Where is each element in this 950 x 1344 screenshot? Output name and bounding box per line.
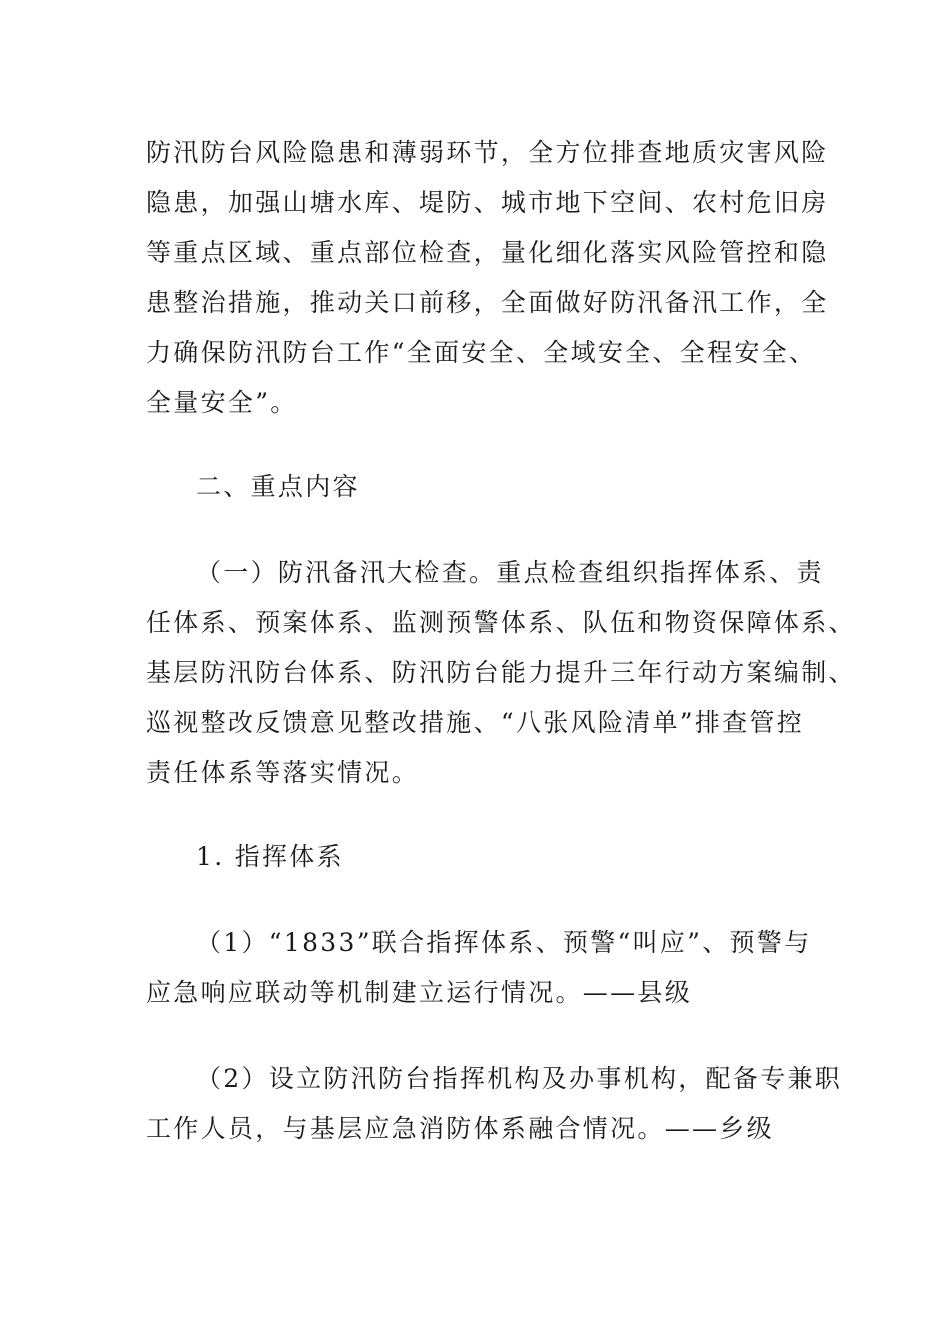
item-heading: 1. 指挥体系: [196, 842, 344, 871]
subsection-one-line-4: 巡视整改反馈意见整改措施、“八张风险清单”排查管控: [146, 708, 805, 737]
item-1-line-1: （1）“1833”联合指挥体系、预警“叫应”、预警与: [196, 928, 812, 957]
item-1-line-2: 应急响应联动等机制建立运行情况。——县级: [146, 978, 693, 1007]
intro-line-6: 全量安全”。: [146, 388, 298, 417]
intro-line-3: 等重点区域、重点部位检查，量化细化落实风险管控和隐: [146, 238, 829, 267]
intro-line-4: 患整治措施，推动关口前移，全面做好防汛备汛工作，全: [146, 288, 829, 317]
intro-line-2: 隐患，加强山塘水库、堤防、城市地下空间、农村危旧房: [146, 188, 829, 217]
intro-line-5: 力确保防汛防台工作“全面安全、全域安全、全程安全、: [146, 338, 817, 367]
item-2-line-1: （2）设立防汛防台指挥机构及办事机构，配备专兼职: [196, 1064, 843, 1093]
section-heading: 二、重点内容: [196, 472, 360, 501]
item-2-line-2: 工作人员，与基层应急消防体系融合情况。——乡级: [146, 1114, 774, 1143]
subsection-one-line-5: 责任体系等落实情况。: [146, 758, 420, 787]
subsection-one-line-1: （一）防汛备汛大检查。重点检查组织指挥体系、责: [196, 558, 824, 587]
intro-line-1: 防汛防台风险隐患和薄弱环节，全方位排查地质灾害风险: [146, 138, 829, 167]
subsection-one-line-2: 任体系、预案体系、监测预警体系、队伍和物资保障体系、: [146, 608, 856, 637]
subsection-one-line-3: 基层防汛防台体系、防汛防台能力提升三年行动方案编制、: [146, 658, 856, 687]
